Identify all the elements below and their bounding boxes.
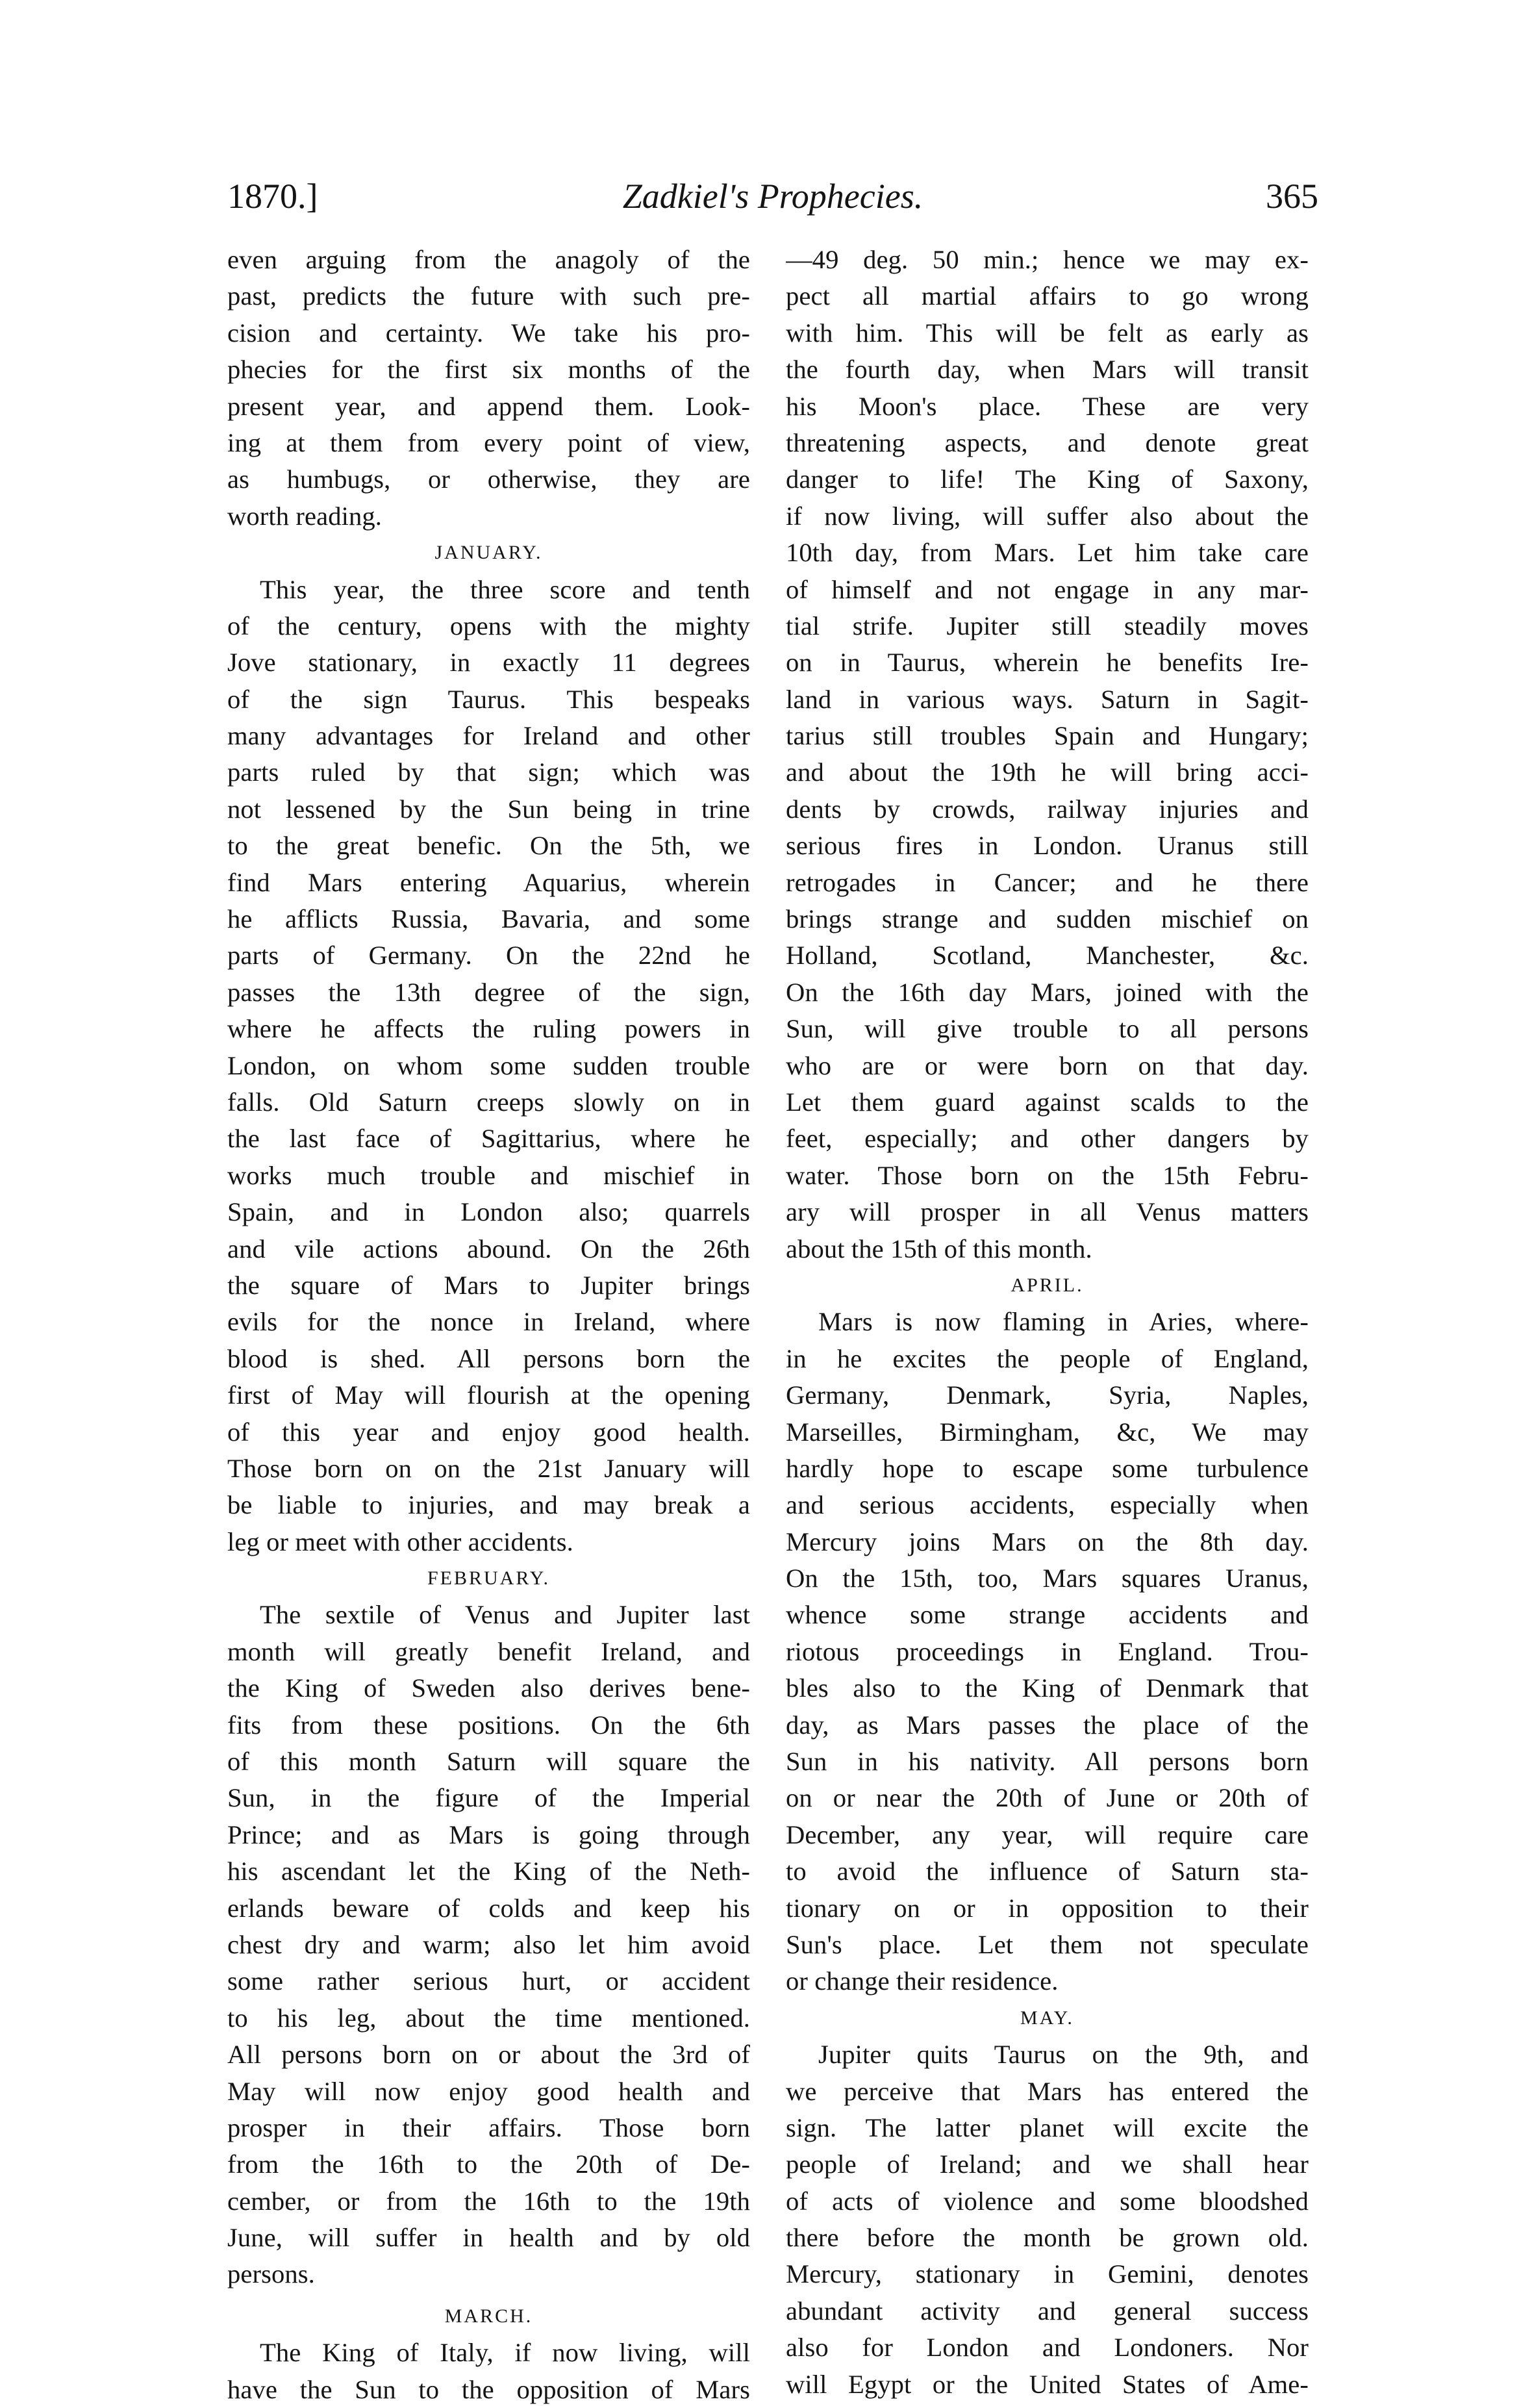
text-line: whence some strange accidents and xyxy=(786,1600,1309,1630)
text-line: blood is shed. All persons born the xyxy=(227,1343,750,1373)
text-line: ary will prosper in all Venus matters xyxy=(786,1197,1309,1227)
text-line: the King of Sweden also derives bene- xyxy=(227,1673,750,1703)
text-line: day, as Mars passes the place of the xyxy=(786,1710,1309,1740)
text-line: pect all martial affairs to go wrong xyxy=(786,281,1309,311)
text-line: feet, especially; and other dangers by xyxy=(786,1124,1309,1154)
text-line: June, will suffer in health and by old xyxy=(227,2223,750,2253)
text-line: Sun in his nativity. All persons born xyxy=(786,1747,1309,1777)
section-heading: APRIL. xyxy=(1011,1274,1084,1296)
text-line: to his leg, about the time mentioned. xyxy=(227,2003,750,2033)
text-line: Sun, will give trouble to all persons xyxy=(786,1014,1309,1044)
text-line: tionary on or in opposition to their xyxy=(786,1893,1309,1923)
text-line: hardly hope to escape some turbulence xyxy=(786,1453,1309,1483)
page-header xyxy=(227,170,1318,222)
text-line: The King of Italy, if now living, will xyxy=(260,2338,750,2368)
text-line: and serious accidents, especially when xyxy=(786,1490,1309,1520)
text-line: many advantages for Ireland and other xyxy=(227,721,750,751)
text-line: he afflicts Russia, Bavaria, and some xyxy=(227,904,750,934)
text-line: Those born on on the 21st January will xyxy=(227,1453,750,1483)
text-line: to the great benefic. On the 5th, we xyxy=(227,831,750,861)
text-line: sign. The latter planet will excite the xyxy=(786,2112,1309,2142)
text-line: Mercury, stationary in Gemini, denotes xyxy=(786,2259,1309,2289)
text-line: present year, and append them. Look- xyxy=(227,391,750,421)
text-line: have the Sun to the opposition of Mars xyxy=(227,2374,750,2404)
text-line: even arguing from the anagoly of the xyxy=(227,245,750,274)
text-line: some rather serious hurt, or accident xyxy=(227,1966,750,1996)
text-line: who are or were born on that day. xyxy=(786,1050,1309,1080)
text-line: erlands beware of colds and keep his xyxy=(227,1893,750,1923)
text-line: of himself and not engage in any mar- xyxy=(786,574,1309,604)
text-line: abundant activity and general success xyxy=(786,2296,1309,2326)
text-line: tial strife. Jupiter still steadily moves xyxy=(786,611,1309,640)
text-line: of acts of violence and some bloodshed xyxy=(786,2186,1309,2216)
text-line: there before the month be grown old. xyxy=(786,2223,1309,2253)
text-line: people of Ireland; and we shall hear xyxy=(786,2149,1309,2179)
text-line: On the 15th, too, Mars squares Uranus, xyxy=(786,1564,1309,1593)
text-line: his Moon's place. These are very xyxy=(786,391,1309,421)
text-line: on in Taurus, wherein he benefits Ire- xyxy=(786,648,1309,678)
text-line: Germany, Denmark, Syria, Naples, xyxy=(786,1380,1309,1410)
text-line: ing at them from every point of view, xyxy=(227,427,750,457)
text-line: with him. This will be felt as early as xyxy=(786,318,1309,348)
text-line: This year, the three score and tenth xyxy=(260,574,750,604)
text-line: —49 deg. 50 min.; hence we may ex- xyxy=(786,245,1309,274)
text-line: London, on whom some sudden trouble xyxy=(227,1050,750,1080)
text-line: dents by crowds, railway injuries and xyxy=(786,794,1309,824)
text-line: from the 16th to the 20th of De- xyxy=(227,2149,750,2179)
text-line: if now living, will suffer also about the xyxy=(786,501,1309,531)
text-line: All persons born on or about the 3rd of xyxy=(227,2040,750,2070)
left-column xyxy=(227,242,750,2408)
book-page xyxy=(227,170,1318,2404)
text-line: month will greatly benefit Ireland, and xyxy=(227,1636,750,1666)
text-line: danger to life! The King of Saxony, xyxy=(786,464,1309,494)
text-line: Let them guard against scalds to the xyxy=(786,1087,1309,1117)
text-line: land in various ways. Saturn in Sagit- xyxy=(786,684,1309,714)
text-line: falls. Old Saturn creeps slowly on in xyxy=(227,1087,750,1117)
text-line: passes the 13th degree of the sign, xyxy=(227,977,750,1007)
text-line: Mars is now flaming in Aries, where- xyxy=(818,1307,1309,1337)
text-line: tarius still troubles Spain and Hungary; xyxy=(786,721,1309,751)
text-line: as humbugs, or otherwise, they are xyxy=(227,464,750,494)
text-line: past, predicts the future with such pre- xyxy=(227,281,750,311)
section-heading: FEBRUARY. xyxy=(427,1567,550,1590)
text-line: 10th day, from Mars. Let him take care xyxy=(786,538,1309,568)
text-line: worth reading. xyxy=(227,501,383,531)
text-line: The sextile of Venus and Jupiter last xyxy=(260,1600,750,1630)
text-line: the square of Mars to Jupiter brings xyxy=(227,1270,750,1300)
text-line: On the 16th day Mars, joined with the xyxy=(786,977,1309,1007)
header-year: 1870.] xyxy=(227,177,318,216)
text-line: evils for the nonce in Ireland, where xyxy=(227,1307,750,1337)
text-line: about the 15th of this month. xyxy=(786,1234,1092,1263)
text-line: to avoid the influence of Saturn sta- xyxy=(786,1857,1309,1886)
section-heading: MAY. xyxy=(1020,2007,1074,2029)
text-line: on or near the 20th of June or 20th of xyxy=(786,1783,1309,1813)
text-line: works much trouble and mischief in xyxy=(227,1160,750,1190)
text-line: brings strange and sudden mischief on xyxy=(786,904,1309,934)
text-line: riotous proceedings in England. Trou- xyxy=(786,1636,1309,1666)
text-line: leg or meet with other accidents. xyxy=(227,1527,573,1556)
text-line: phecies for the first six months of the xyxy=(227,355,750,385)
text-line: parts ruled by that sign; which was xyxy=(227,757,750,787)
text-line: parts of Germany. On the 22nd he xyxy=(227,941,750,970)
text-line: serious fires in London. Uranus still xyxy=(786,831,1309,861)
text-line: of the century, opens with the mighty xyxy=(227,611,750,640)
text-line: retrogades in Cancer; and he there xyxy=(786,867,1309,897)
text-line: or change their residence. xyxy=(786,1966,1059,1996)
section-heading: MARCH. xyxy=(444,2305,533,2327)
text-line: December, any year, will require care xyxy=(786,1819,1309,1849)
text-line: first of May will flourish at the opening xyxy=(227,1380,750,1410)
text-line: not lessened by the Sun being in trine xyxy=(227,794,750,824)
text-line: Spain, and in London also; quarrels xyxy=(227,1197,750,1227)
text-line: also for London and Londoners. Nor xyxy=(786,2333,1309,2363)
text-line: will Egypt or the United States of Ame- xyxy=(786,2369,1309,2399)
text-line: the fourth day, when Mars will transit xyxy=(786,355,1309,385)
running-title: Zadkiel's Prophecies. xyxy=(622,177,923,216)
text-line: of this month Saturn will square the xyxy=(227,1747,750,1777)
text-line: find Mars entering Aquarius, wherein xyxy=(227,867,750,897)
text-line: Holland, Scotland, Manchester, &c. xyxy=(786,941,1309,970)
text-line: and vile actions abound. On the 26th xyxy=(227,1234,750,1263)
text-line: where he affects the ruling powers in xyxy=(227,1014,750,1044)
text-line: Jupiter quits Taurus on the 9th, and xyxy=(818,2040,1309,2070)
text-line: bles also to the King of Denmark that xyxy=(786,1673,1309,1703)
text-line: May will now enjoy good health and xyxy=(227,2076,750,2106)
text-line: threatening aspects, and denote great xyxy=(786,427,1309,457)
text-line: Mercury joins Mars on the 8th day. xyxy=(786,1527,1309,1556)
text-line: in he excites the people of England, xyxy=(786,1343,1309,1373)
text-line: Prince; and as Mars is going through xyxy=(227,1819,750,1849)
text-line: the last face of Sagittarius, where he xyxy=(227,1124,750,1154)
text-line: of the sign Taurus. This bespeaks xyxy=(227,684,750,714)
text-line: cision and certainty. We take his pro- xyxy=(227,318,750,348)
text-line: Jove stationary, in exactly 11 degrees xyxy=(227,648,750,678)
text-line: of this year and enjoy good health. xyxy=(227,1417,750,1447)
text-line: Sun, in the figure of the Imperial xyxy=(227,1783,750,1813)
text-line: fits from these positions. On the 6th xyxy=(227,1710,750,1740)
text-line: we perceive that Mars has entered the xyxy=(786,2076,1309,2106)
text-line: Sun's place. Let them not speculate xyxy=(786,1929,1309,1959)
section-heading: JANUARY. xyxy=(434,542,543,564)
text-line: Marseilles, Birmingham, &c, We may xyxy=(786,1417,1309,1447)
text-line: water. Those born on the 15th Febru- xyxy=(786,1160,1309,1190)
text-line: his ascendant let the King of the Neth- xyxy=(227,1857,750,1886)
text-line: be liable to injuries, and may break a xyxy=(227,1490,750,1520)
text-line: and about the 19th he will bring acci- xyxy=(786,757,1309,787)
right-column xyxy=(786,242,1309,2403)
text-line: chest dry and warm; also let him avoid xyxy=(227,1929,750,1959)
text-line: persons. xyxy=(227,2259,315,2289)
text-line: cember, or from the 16th to the 19th xyxy=(227,2186,750,2216)
text-line: prosper in their affairs. Those born xyxy=(227,2112,750,2142)
page-number: 365 xyxy=(1266,177,1318,216)
